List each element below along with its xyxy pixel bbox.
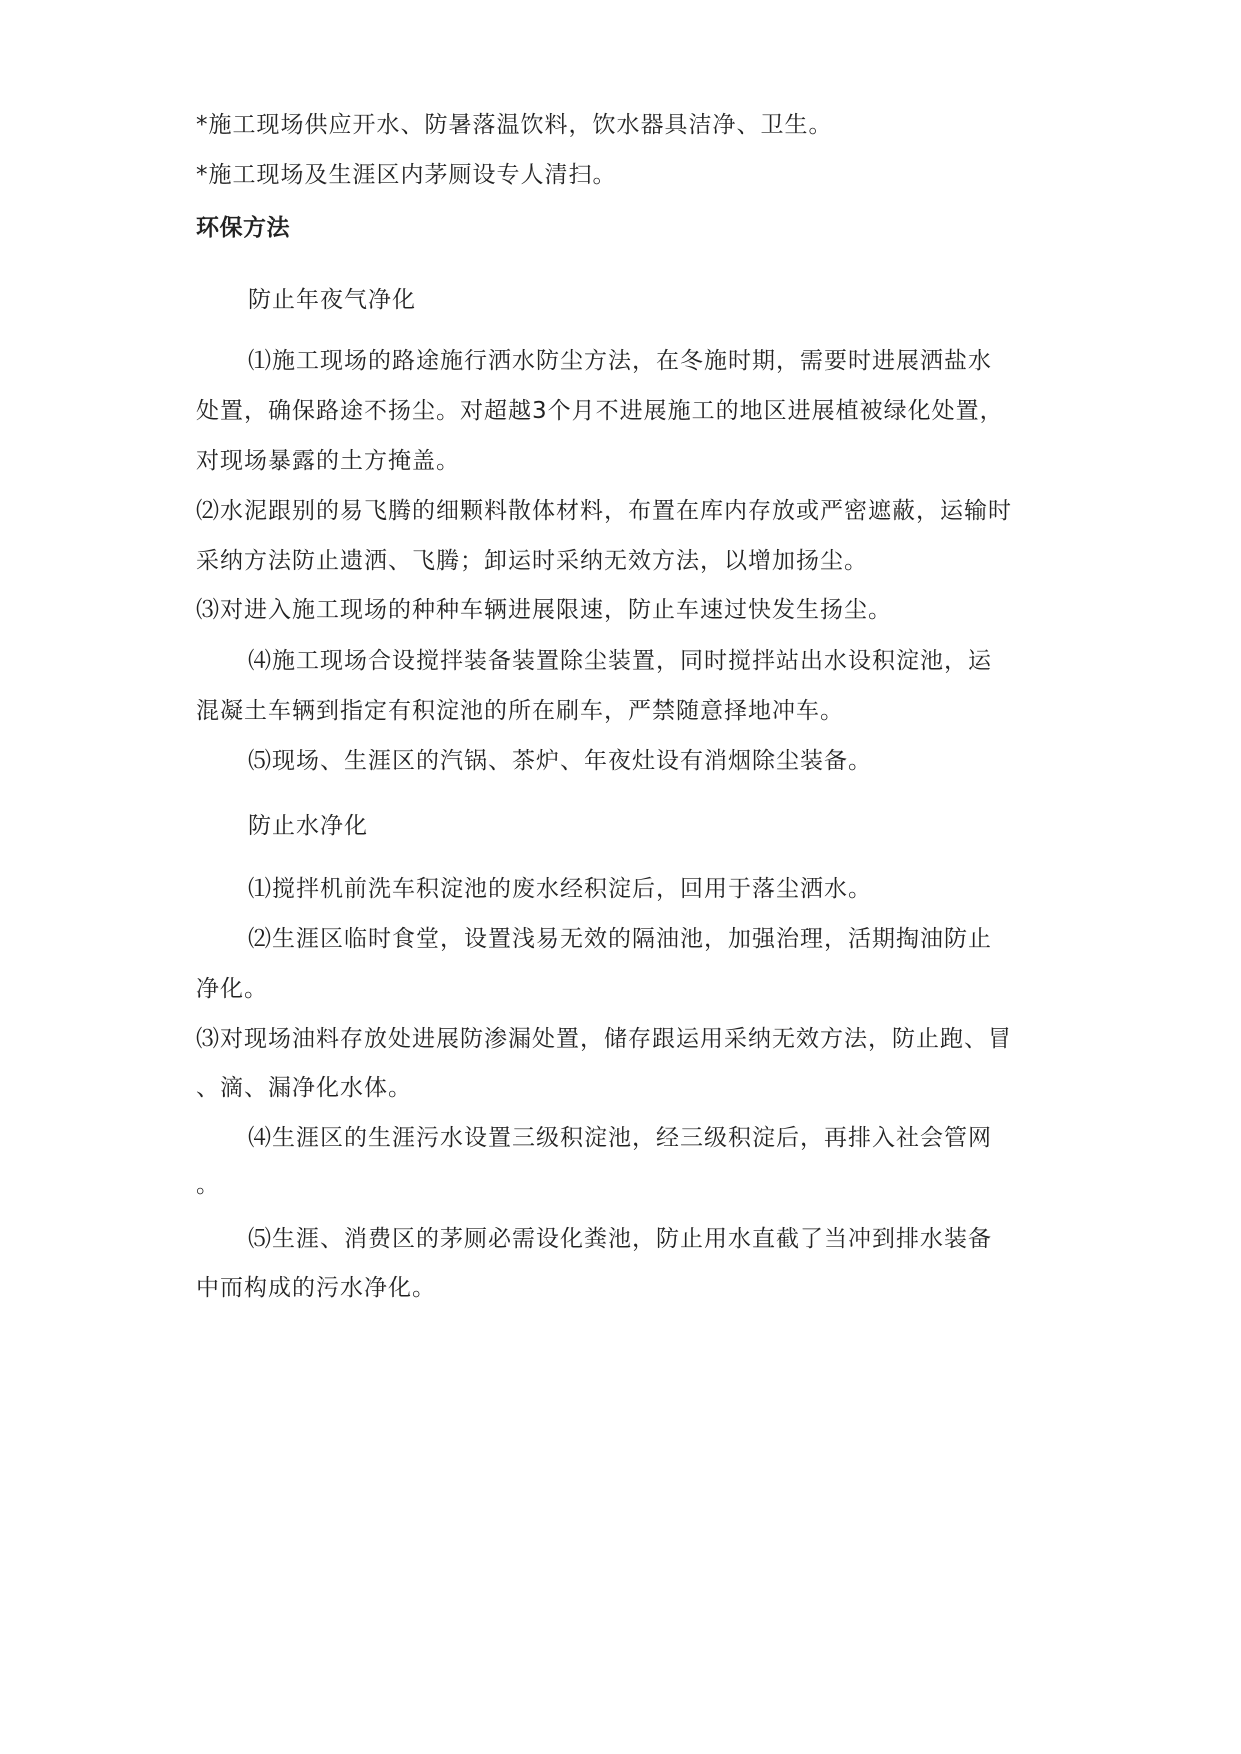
subheading-air-pollution: 防止年夜气净化 bbox=[248, 287, 416, 313]
paragraph-line: ⑶对进入施工现场的种种车辆进展限速，防止车速过快发生扬尘。 bbox=[196, 597, 892, 623]
paragraph-line: ⑵生涯区临时食堂，设置浅易无效的隔油池，加强治理，活期掏油防止 bbox=[248, 926, 992, 952]
paragraph-line: 采纳方法防止遗洒、飞腾；卸运时采纳无效方法，以增加扬尘。 bbox=[196, 548, 868, 574]
paragraph-line: 混凝土车辆到指定有积淀池的所在刷车，严禁随意择地冲车。 bbox=[196, 698, 844, 724]
paragraph-line: ⑷施工现场合设搅拌装备装置除尘装置，同时搅拌站出水设积淀池，运 bbox=[248, 648, 992, 674]
paragraph-line: ⑸现场、生涯区的汽锅、茶炉、年夜灶设有消烟除尘装备。 bbox=[248, 748, 872, 774]
paragraph-line: ⑷生涯区的生涯污水设置三级积淀池，经三级积淀后，再排入社会管网 bbox=[248, 1125, 992, 1151]
paragraph-line: ⑴施工现场的路途施行洒水防尘方法，在冬施时期，需要时进展洒盐水 bbox=[248, 348, 992, 374]
bullet-toilet-cleaning: *施工现场及生涯区内茅厕设专人清扫。 bbox=[196, 162, 617, 188]
section-heading-environmental-methods: 环保方法 bbox=[196, 215, 290, 241]
paragraph-line: 处置，确保路途不扬尘。对超越3个月不进展施工的地区进展植被绿化处置， bbox=[196, 398, 1004, 424]
paragraph-line: ⑶对现场油料存放处进展防渗漏处置，储存跟运用采纳无效方法，防止跑、冒 bbox=[196, 1026, 1012, 1052]
paragraph-line: 净化。 bbox=[196, 976, 268, 1002]
paragraph-line: 、滴、漏净化水体。 bbox=[196, 1075, 412, 1101]
subheading-water-pollution: 防止水净化 bbox=[248, 813, 368, 839]
paragraph-line: ⑸生涯、消费区的茅厕必需设化粪池，防止用水直截了当冲到排水装备 bbox=[248, 1226, 992, 1252]
paragraph-line: 。 bbox=[196, 1172, 220, 1198]
paragraph-line: 对现场暴露的土方掩盖。 bbox=[196, 448, 460, 474]
bullet-boiled-water: *施工现场供应开水、防暑落温饮料，饮水器具洁净、卫生。 bbox=[196, 112, 833, 138]
paragraph-line: ⑵水泥跟别的易飞腾的细颗料散体材料，布置在库内存放或严密遮蔽，运输时 bbox=[196, 498, 1012, 524]
paragraph-line: ⑴搅拌机前洗车积淀池的废水经积淀后，回用于落尘洒水。 bbox=[248, 876, 872, 902]
paragraph-line: 中而构成的污水净化。 bbox=[196, 1275, 436, 1301]
